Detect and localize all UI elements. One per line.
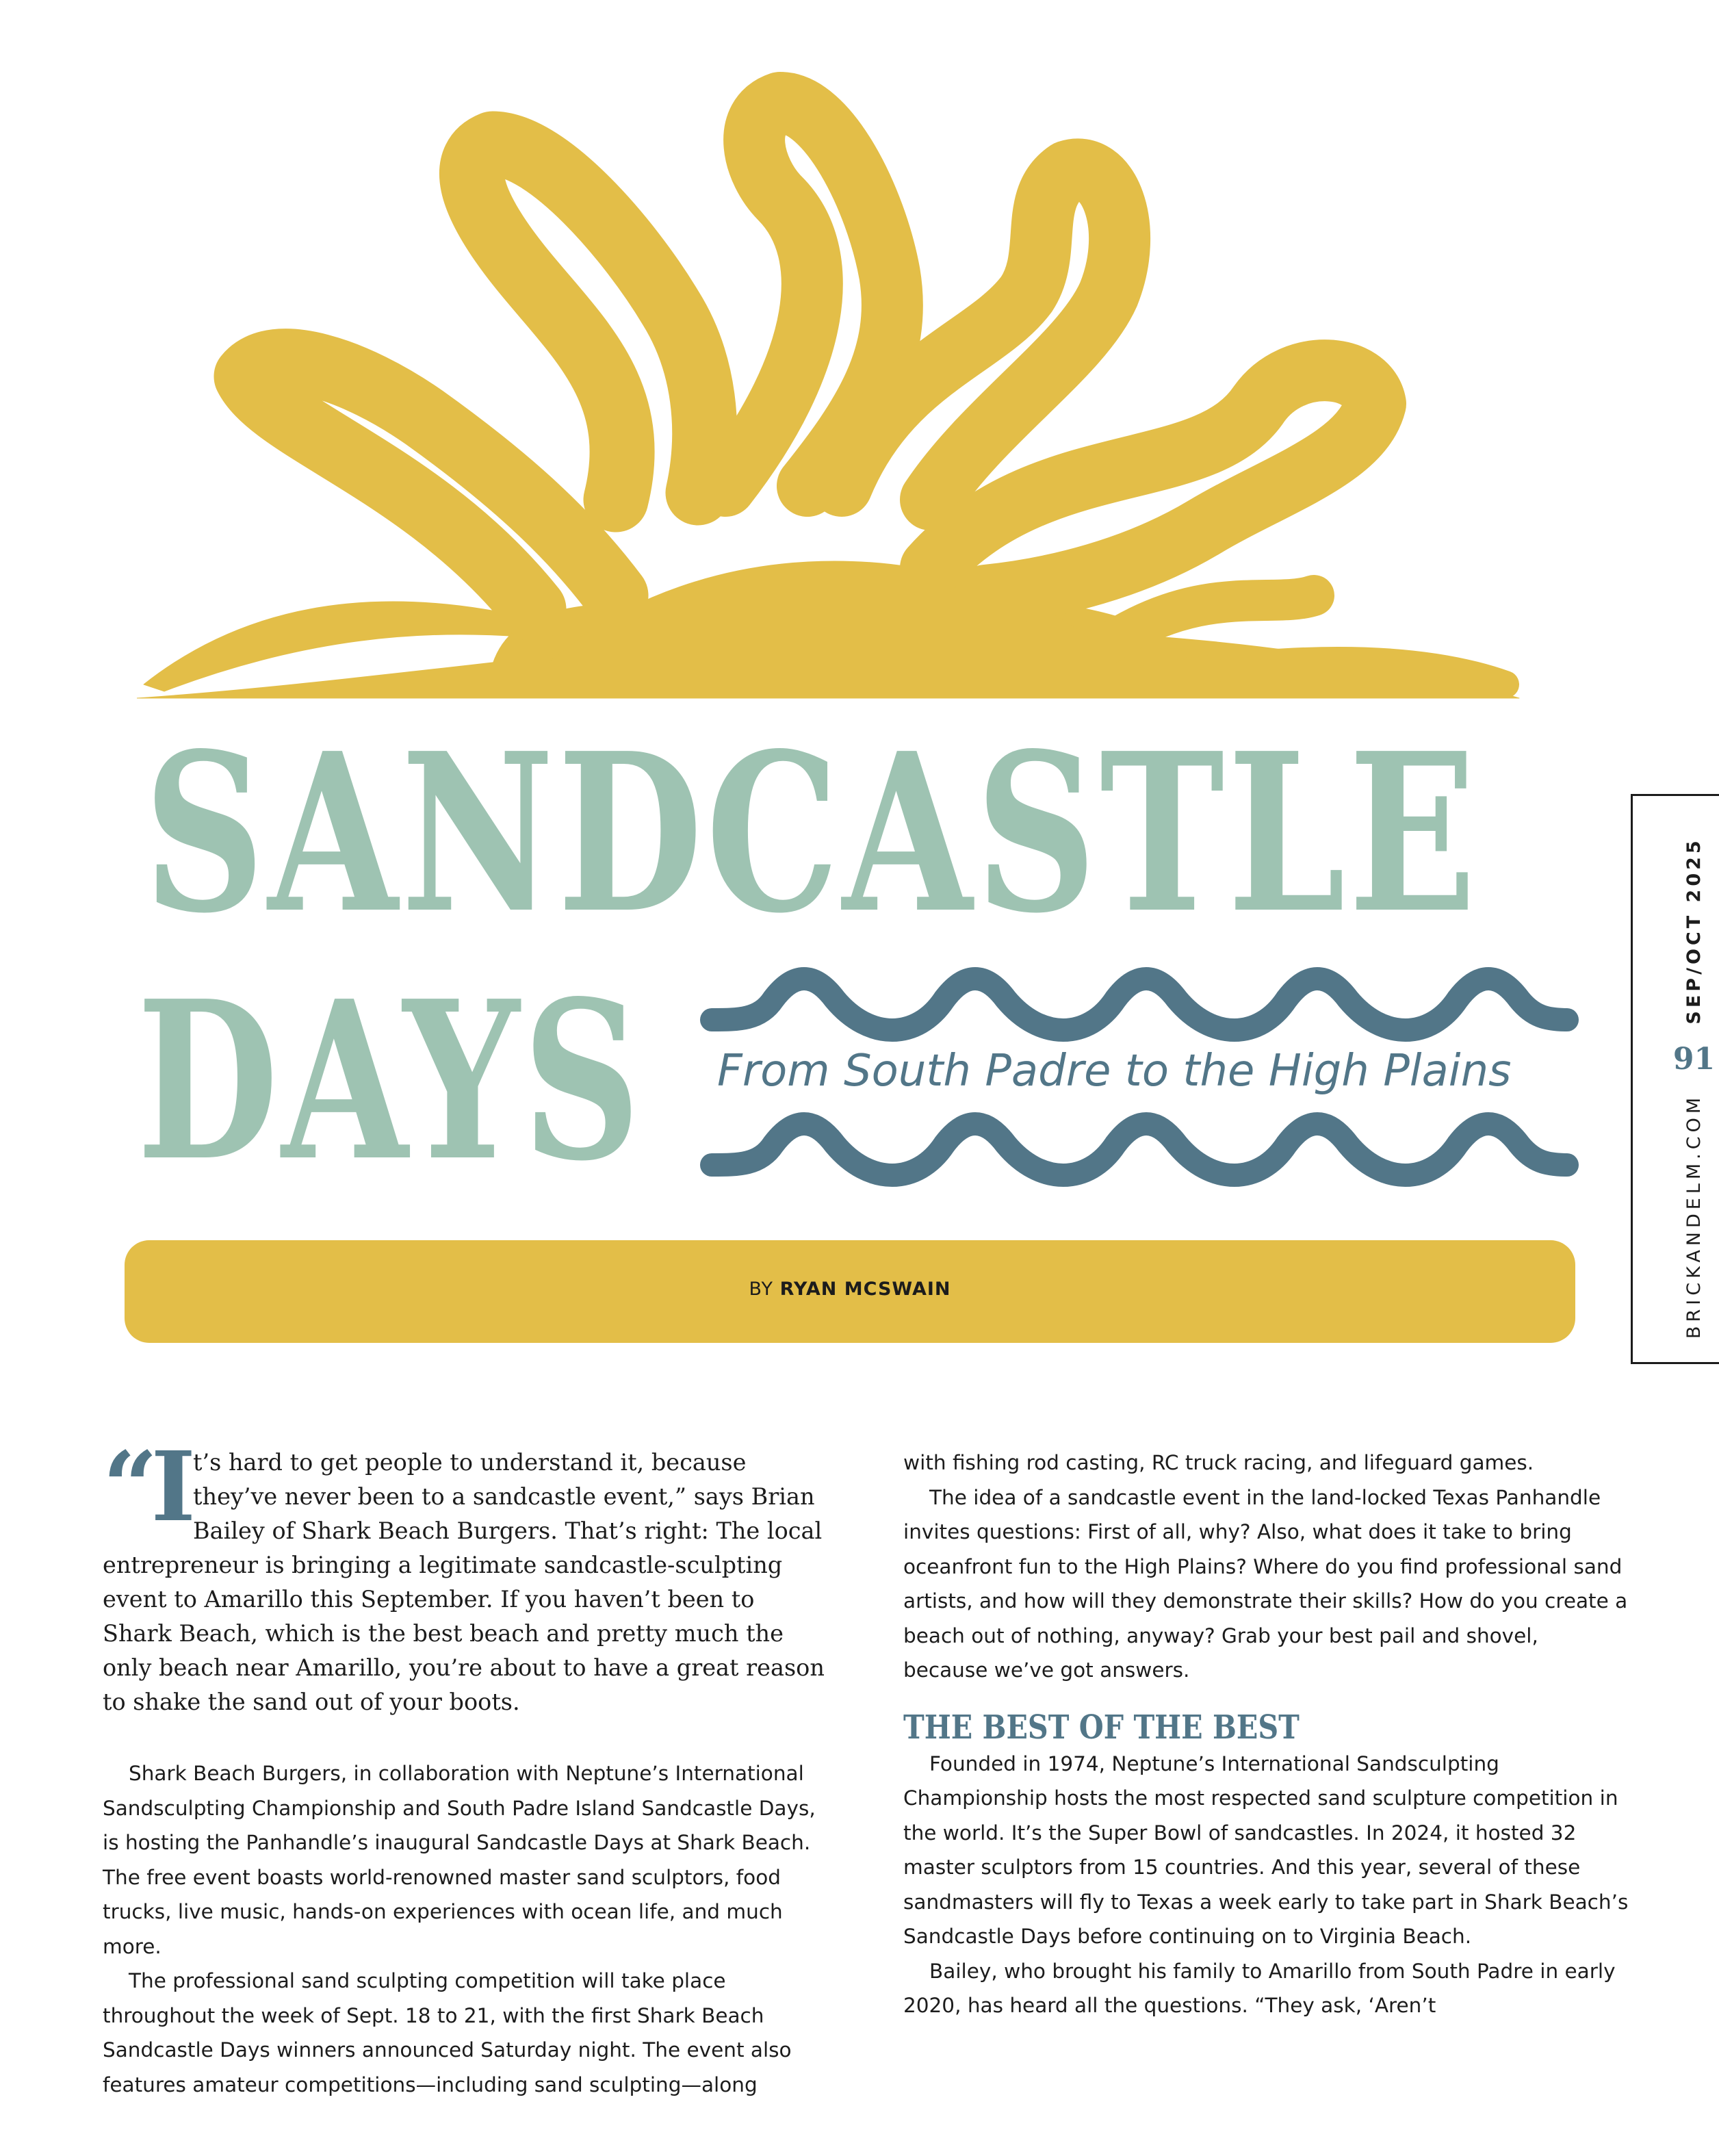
drop-cap: I bbox=[151, 1431, 190, 1543]
byline-band bbox=[125, 1240, 1575, 1343]
body-paragraph-3: The idea of a sandcastle event in the land-locked Texas Panhandle invites questions: First of all, why? Also, what does it take to bring oceanfront fun to the High Plains? Where do you find professional sand artists, and how will they demonstrate their skills? How do you create a beach out of nothing, anyway? Grab your best pail and shovel, because we’ve got answers. bbox=[903, 1485, 1628, 1682]
body-paragraph-1: Shark Beach Burgers, in collaboration with Neptune’s International Sandsculpting Championship and South Padre Island Sandcastle Days, is hosting the Panhandle’s inaugural Sandcastle Days at Shark Beach. The free event boasts world-renowned master sand sculptors, food trucks, live music, hands-on experiences with ocean life, and much more. bbox=[103, 1762, 816, 1958]
lede-text: t’s hard to get people to understand it, because they’ve never been to a sandcastle event,” says Brian Bailey of Shark Beach Burgers. That’s right: The local entrepreneur is bringing a legitimate sandcastle-sculpting event to Amarillo this September. If you haven’t been to Shark Beach, which is the best beach and pretty much the only beach near Amarillo, you’re about to have a great reason to shake the sand out of your boots. bbox=[103, 1449, 825, 1715]
headline-line-2: DAYS bbox=[137, 953, 644, 1209]
article-column-left bbox=[103, 1431, 828, 2102]
byline-author: RYAN MCSWAIN bbox=[779, 1279, 951, 1300]
quote-mark: “I bbox=[103, 1431, 190, 1543]
body-paragraph-5: Bailey, who brought his family to Amarillo from South Padre in early 2020, has heard all the questions. “They ask, ‘Aren’t bbox=[903, 1959, 1616, 2017]
issue-date: SEP/OCT 2025 bbox=[1683, 837, 1705, 1025]
side-tab-text bbox=[1672, 837, 1716, 1339]
site-url: BRICKANDELM.COM bbox=[1683, 1093, 1705, 1339]
page-number: 91 bbox=[1672, 1041, 1716, 1077]
subtitle: From South Padre to the High Plains bbox=[717, 1046, 1512, 1096]
article-column-right bbox=[903, 1446, 1629, 2023]
byline bbox=[125, 1279, 1575, 1300]
headline-line-1: SANDCASTLE bbox=[144, 705, 1479, 961]
body-paragraph-4: Founded in 1974, Neptune’s International Sandsculpting Championship hosts the most respected sand sculpture competition in the world. It’s the Super Bowl of sandcastles. In 2024, it hosted 32 master sculptors from 15 countries. And this year, several of these sandmasters will fly to Texas a week early to take part in Shark Beach’s Sandcastle Days before continuing on to Virginia Beach. bbox=[903, 1751, 1629, 1948]
body-paragraph-2-continued: with fishing rod casting, RC truck racing, and lifeguard games. bbox=[903, 1451, 1534, 1474]
side-tab bbox=[1631, 794, 1719, 1364]
section-heading: THE BEST OF THE BEST bbox=[903, 1708, 1300, 1747]
lede-paragraph bbox=[103, 1431, 828, 1719]
sun-rays-icon bbox=[137, 48, 1526, 705]
body-paragraph-2: The professional sand sculpting competition will take place throughout the week of Sept. 18 to 21, with the first Shark Beach Sandcastle Days winners announced Saturday night. The event also features amateur competitions—including sand sculpting—along bbox=[103, 1969, 792, 2096]
byline-prefix: BY bbox=[749, 1279, 774, 1300]
